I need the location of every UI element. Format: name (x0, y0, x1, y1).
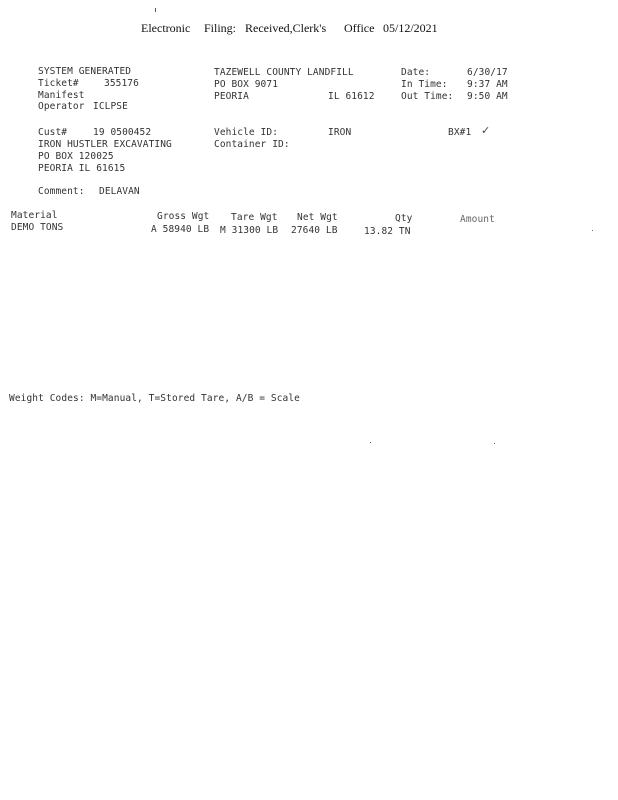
out-time-value: 9:50 AM (467, 91, 508, 102)
scan-dot (592, 230, 593, 231)
weight-codes-legend: Weight Codes: M=Manual, T=Stored Tare, A/B = Scale (9, 393, 300, 404)
col-header-amount: Amount (460, 214, 495, 225)
system-generated: SYSTEM GENERATED (38, 66, 132, 77)
facility-state-zip: IL 61612 (328, 91, 375, 102)
cust-value: 19 0500452 (93, 127, 152, 138)
in-time-value: 9:37 AM (467, 79, 508, 90)
row-net: 27640 LB (291, 225, 338, 236)
date-label: Date: (401, 67, 431, 78)
row-qty: 13.82 TN (364, 226, 411, 237)
operator-value: ICLPSE (93, 101, 128, 112)
col-header-qty: Qty (395, 213, 413, 224)
vehicle-label: Vehicle ID: (214, 127, 279, 138)
header-mark (155, 8, 156, 12)
customer-po-box: PO BOX 120025 (38, 151, 114, 162)
scan-dot (494, 443, 495, 444)
facility-city: PEORIA (214, 91, 249, 102)
facility-po-box: PO BOX 9071 (214, 79, 279, 90)
vehicle-value: IRON (328, 127, 352, 138)
col-header-gross: Gross Wgt (157, 211, 210, 222)
row-gross: A 58940 LB (151, 224, 210, 235)
operator-label: Operator (38, 101, 85, 112)
date-value: 6/30/17 (467, 67, 508, 78)
col-header-net: Net Wgt (297, 212, 338, 223)
out-time-label: Out Time: (401, 91, 454, 102)
ticket-label: Ticket# (38, 78, 79, 89)
cust-label: Cust# (38, 127, 68, 138)
in-time-label: In Time: (401, 79, 448, 90)
filing-office: Office (344, 21, 375, 35)
customer-city: PEORIA IL 61615 (38, 163, 126, 174)
comment-label: Comment: (38, 186, 85, 197)
col-header-material: Material (11, 210, 58, 221)
ticket-number: 355176 (104, 78, 139, 89)
row-tare: M 31300 LB (220, 225, 279, 236)
check-mark-icon: ✓ (481, 124, 491, 137)
box-label: BX#1 (448, 127, 472, 138)
comment-value: DELAVAN (99, 186, 140, 197)
customer-name: IRON HUSTLER EXCAVATING (38, 139, 172, 150)
facility-name: TAZEWELL COUNTY LANDFILL (214, 67, 354, 78)
col-header-tare: Tare Wgt (231, 212, 278, 223)
container-label: Container ID: (214, 139, 290, 150)
filing-electronic: Electronic (141, 21, 191, 35)
scan-dot (370, 442, 371, 443)
filing-date: 05/12/2021 (383, 21, 438, 35)
manifest-label: Manifest (38, 90, 85, 101)
filing-label: Filing: (204, 21, 237, 35)
filing-received: Received,Clerk's (245, 21, 327, 35)
row-material: DEMO TONS (11, 222, 64, 233)
